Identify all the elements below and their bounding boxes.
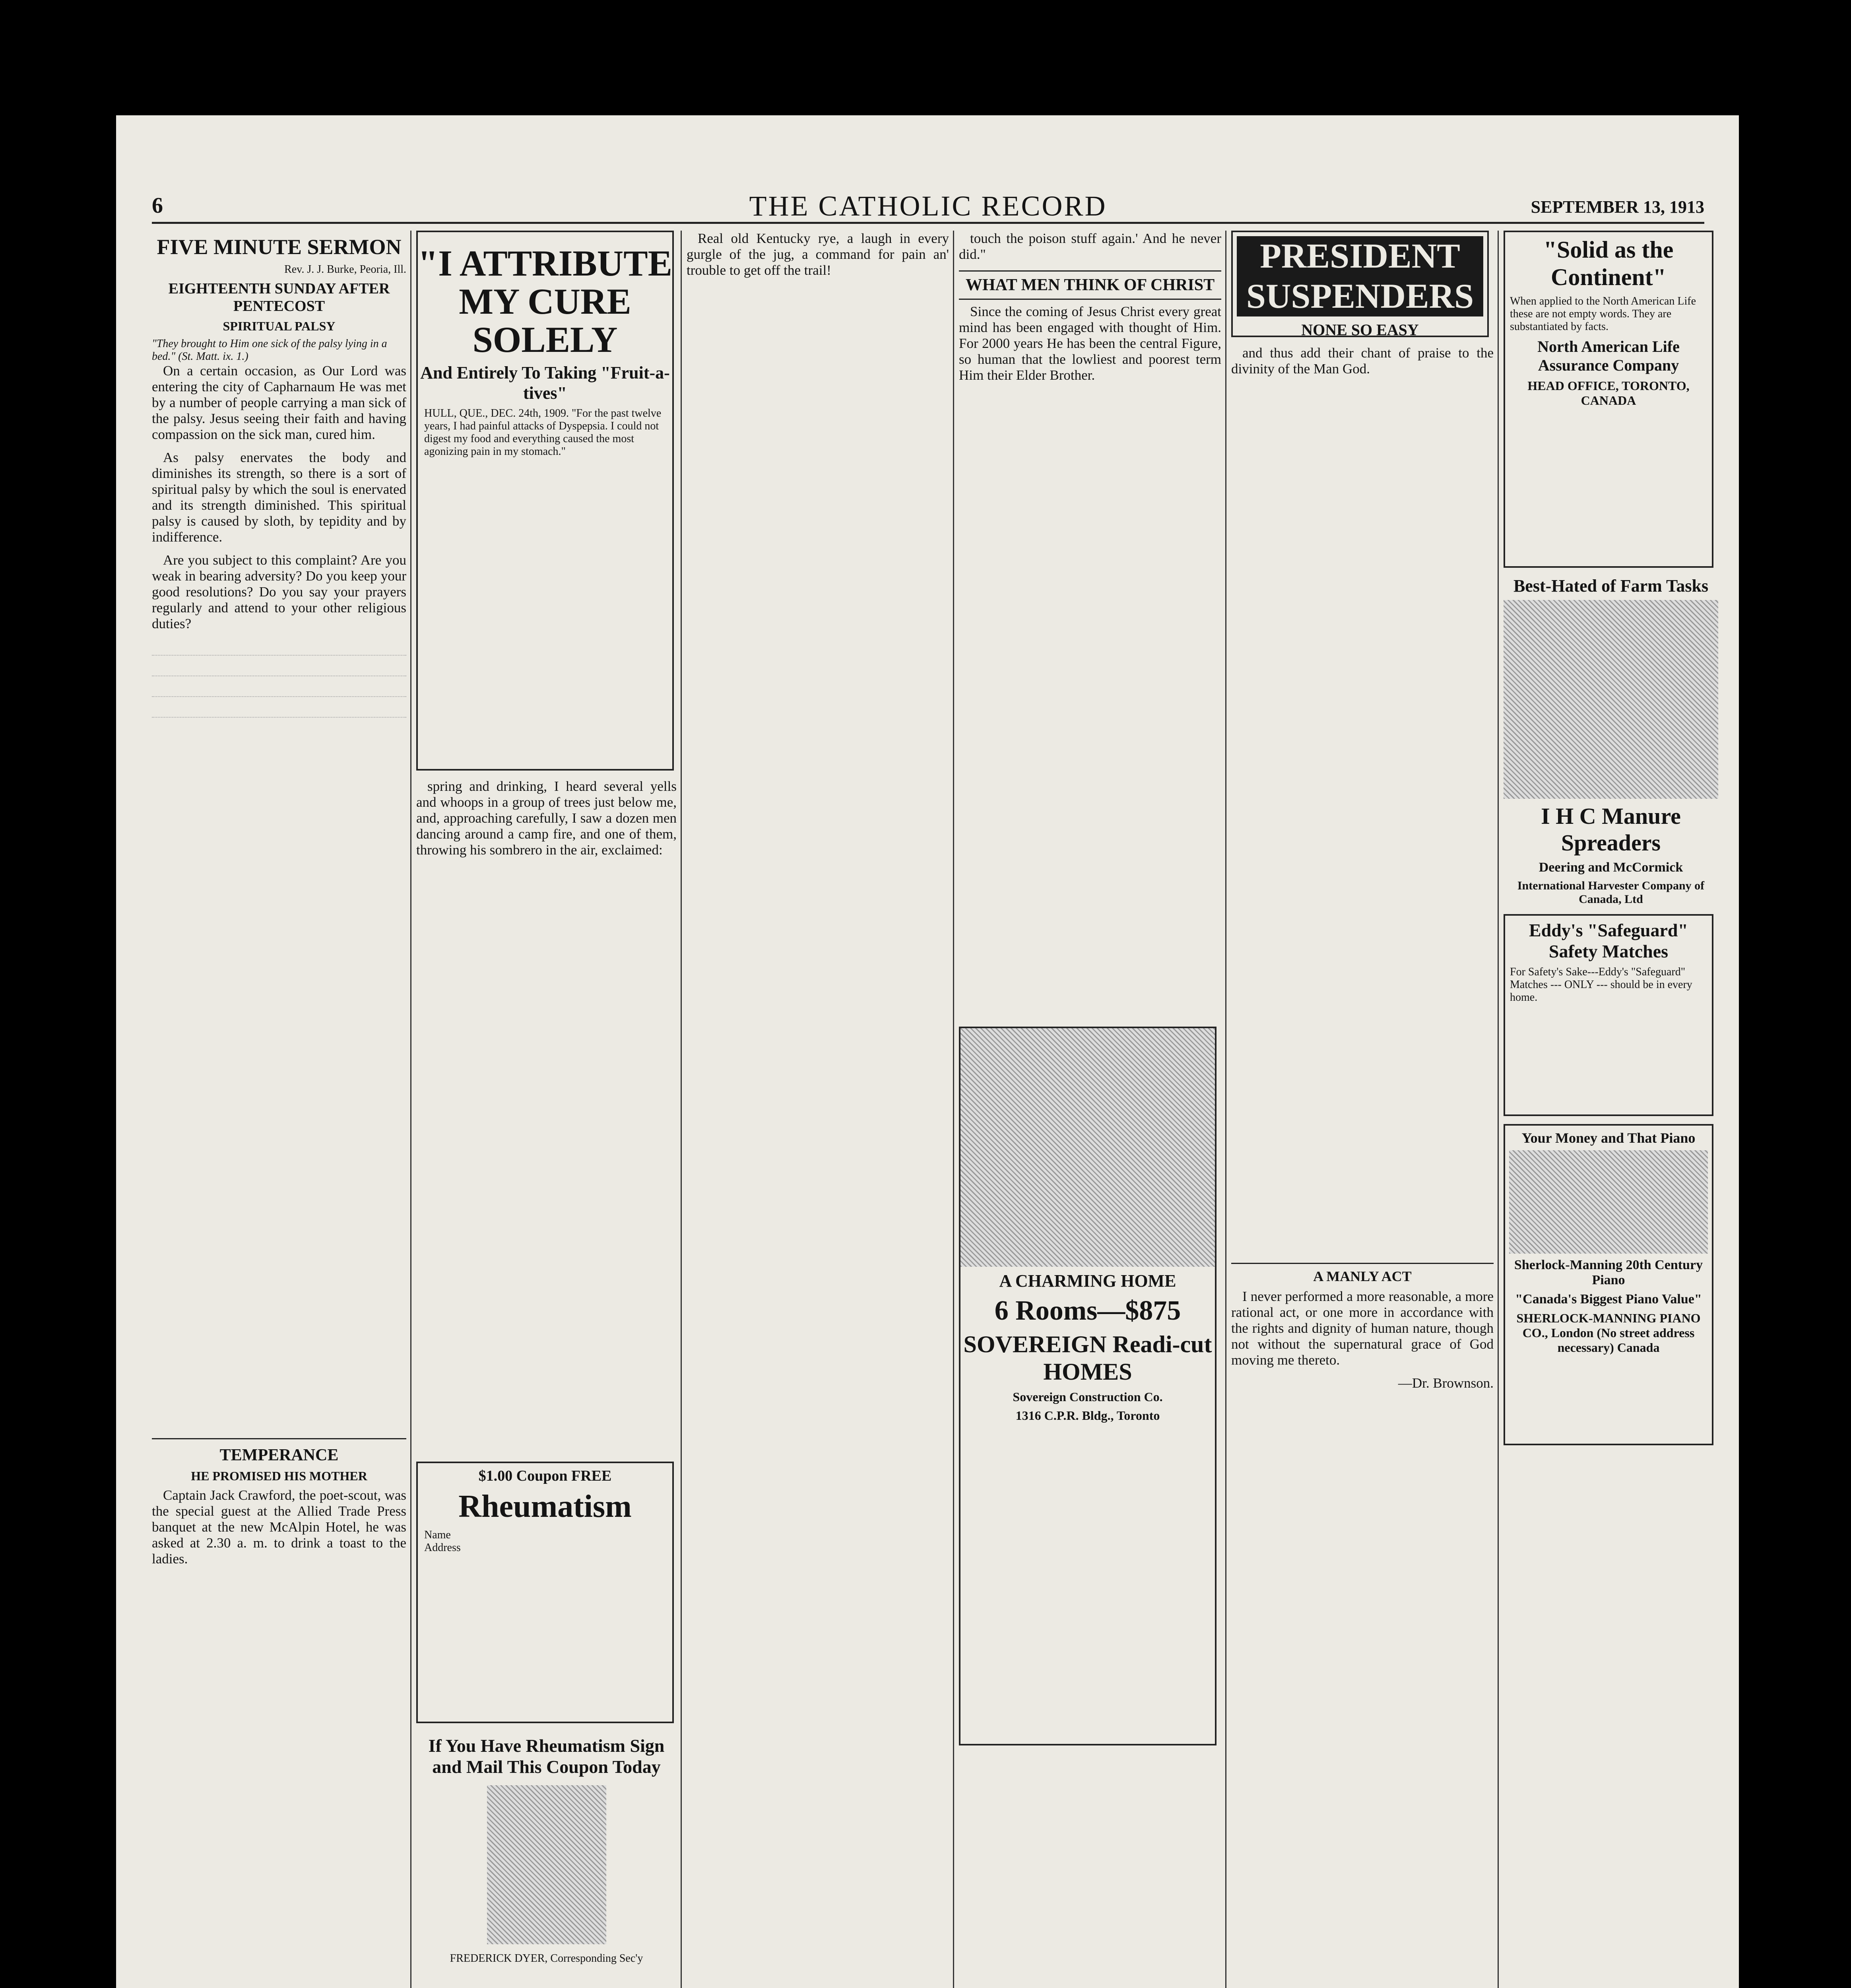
farm-image: [1504, 600, 1718, 799]
temperance-subheading: HE PROMISED HIS MOTHER: [191, 1469, 367, 1483]
story-paragraph: Real old Kentucky rye, a laugh in every gurgle of the jug, a command for pain an' trouble to get off the trail!: [687, 231, 949, 278]
sermon-paragraph: As palsy enervates the body and diminishes its strength, so there is a sort of spiritual palsy by which the soul is enervated and its strength diminished. This spiritual palsy is caused by sloth, by tepidity and by indifference.: [152, 450, 406, 545]
piano-image: [1509, 1150, 1708, 1254]
farm-ad-headline: Best-Hated of Farm Tasks: [1513, 576, 1709, 596]
column-divider: [681, 231, 682, 1988]
suspenders-headline: PRESIDENT SUSPENDERS: [1237, 236, 1483, 316]
masthead: [152, 190, 1704, 222]
fruit-a-tives-body: HULL, QUE., DEC. 24th, 1909. "For the past twelve years, I had painful attacks of Dyspepsia. I could not digest my food and everything caused the most agonizing pain in my stomach.": [424, 407, 662, 458]
column-3: [687, 231, 949, 1988]
matches-tagline: For Safety's Sake---Eddy's "Safeguard" Matches --- ONLY --- should be in every home.: [1510, 966, 1692, 1004]
sermon-author: Rev. J. J. Burke, Peoria, Ill.: [284, 263, 406, 276]
page-number: 6: [152, 193, 163, 218]
homes-ad-company: Sovereign Construction Co.: [1013, 1390, 1163, 1404]
newspaper-page: [116, 115, 1739, 1988]
life-ad-office: HEAD OFFICE, TORONTO, CANADA: [1527, 379, 1690, 408]
sermon-paragraph: Are you subject to this complaint? Are you weak in bearing adversity? Do you keep your good resolutions? Do you say your prayers regularly and attend to your other religious duties?: [152, 552, 406, 631]
sermon-subheading: EIGHTEENTH SUNDAY AFTER PENTECOST: [168, 280, 390, 315]
article-attribution: —Dr. Brownson.: [1398, 1375, 1494, 1391]
rheumatism-headline: If You Have Rheumatism Sign and Mail This Coupon Today: [428, 1736, 665, 1777]
life-ad-body: When applied to the North American Life these are not empty words. They are substantiated by facts.: [1510, 295, 1696, 333]
column-4: [959, 231, 1221, 1988]
issue-date: SEPTEMBER 13, 1913: [1531, 197, 1704, 217]
suspenders-ad: [1231, 231, 1489, 337]
article-heading: WHAT MEN THINK OF CHRIST: [959, 270, 1221, 300]
story-continuation: [687, 285, 949, 1988]
suspenders-tagline: NONE SO EASY: [1301, 321, 1419, 337]
matches-headline: Eddy's "Safeguard" Safety Matches: [1529, 920, 1688, 961]
right-ad-column: [1504, 231, 1718, 1988]
life-ad-headline: "Solid as the Continent": [1543, 237, 1674, 290]
sermon-paragraph: On a certain occasion, as Our Lord was entering the city of Capharnaum He was met by a number of people carrying a man sick of the palsy. Jesus seeing their faith and having compassion on the sick man, cured him.: [152, 363, 406, 442]
story-paragraph: touch the poison stuff again.' And he never did.": [959, 231, 1221, 262]
column-1: [152, 231, 406, 1988]
sermon-continuation: [152, 639, 406, 1434]
eddys-matches-ad: [1504, 914, 1713, 1116]
north-american-life-ad: [1504, 231, 1713, 568]
homes-ad-brand: SOVEREIGN Readi-cut HOMES: [963, 1331, 1212, 1385]
article-paragraph: I never performed a more reasonable, a more rational act, or one more in accordance with the rights and dignity of human nature, though not without the supernatural grace of God moving me thereto.: [1231, 1289, 1494, 1368]
life-ad-company: North American Life Assurance Company: [1537, 338, 1680, 374]
homes-ad-headline: A CHARMING HOME: [999, 1271, 1176, 1291]
sermon-topic: SPIRITUAL PALSY: [223, 319, 336, 333]
article-continuation: [959, 390, 1221, 1027]
fruit-a-tives-ad: [416, 231, 674, 771]
spreader-ad-headline: I H C Manure Spreaders: [1541, 803, 1681, 856]
article-paragraph: and thus add their chant of praise to the divinity of the Man God.: [1231, 345, 1494, 377]
piano-ad-product: Sherlock-Manning 20th Century Piano: [1514, 1258, 1703, 1287]
sermon-heading: FIVE MINUTE SERMON: [157, 235, 402, 259]
homes-ad-address: 1316 C.P.R. Bldg., Toronto: [1015, 1408, 1160, 1423]
article-heading: A MANLY ACT: [1231, 1263, 1494, 1285]
spreader-ad-brands: Deering and McCormick: [1539, 860, 1683, 875]
temperance-paragraph: Captain Jack Crawford, the poet-scout, was the special guest at the Allied Trade Press banquet at the new McAlpin Hotel, he was asked at 2.30 a. m. to drink a toast to the ladies.: [152, 1487, 406, 1567]
piano-ad-slogan: "Canada's Biggest Piano Value": [1515, 1292, 1702, 1307]
article-paragraph: Since the coming of Jesus Christ every great mind has been engaged with thought of Him. For 2000 years He has been the central Figure, so human that the lowliest and poorest term Him their Elder Brother.: [959, 304, 1221, 383]
spreader-ad-company: International Harvester Company of Canada, Ltd: [1517, 879, 1705, 906]
column-divider: [410, 231, 411, 1988]
coupon-title: $1.00 Coupon FREE: [478, 1468, 612, 1484]
column-divider: [1498, 231, 1499, 1988]
story-paragraph: spring and drinking, I heard several yells and whoops in a group of trees just below me, and, approaching carefully, I saw a dozen men dancing around a camp fire, and one of them, throwing his sombrero in the air, exclaimed:: [416, 779, 677, 858]
coupon-address-label: Address: [424, 1541, 461, 1554]
masthead-rule: [152, 222, 1704, 224]
piano-ad-headline: Your Money and That Piano: [1521, 1130, 1696, 1146]
fruit-a-tives-subheadline: And Entirely To Taking "Fruit-a-tives": [420, 363, 670, 403]
article-continuation: [1231, 384, 1494, 1259]
column-divider: [953, 231, 954, 1988]
fruit-a-tives-headline: "I ATTRIBUTE MY CURE SOLELY: [418, 243, 672, 360]
piano-ad: [1504, 1124, 1713, 1445]
column-2: [416, 231, 677, 1988]
column-divider: [1225, 231, 1226, 1988]
sovereign-homes-ad: [959, 1027, 1217, 1745]
piano-ad-company: SHERLOCK-MANNING PIANO CO., London (No street address necessary) Canada: [1516, 1311, 1701, 1355]
house-image: [960, 1028, 1215, 1267]
homes-ad-price: 6 Rooms—$875: [994, 1295, 1181, 1326]
portrait-image: [487, 1785, 606, 1944]
story-continuation: [416, 865, 677, 1462]
coupon-name-label: Name: [424, 1529, 451, 1541]
coupon-headline: Rheumatism: [458, 1489, 632, 1524]
temperance-heading: TEMPERANCE: [152, 1438, 406, 1465]
sermon-epigraph: "They brought to Him one sick of the palsy lying in a bed." (St. Matt. ix. 1.): [152, 338, 387, 363]
portrait-caption: FREDERICK DYER, Corresponding Sec'y: [450, 1952, 643, 1965]
newspaper-title: THE CATHOLIC RECORD: [749, 190, 1107, 222]
rheumatism-coupon: [416, 1462, 674, 1723]
column-5: [1231, 231, 1494, 1988]
